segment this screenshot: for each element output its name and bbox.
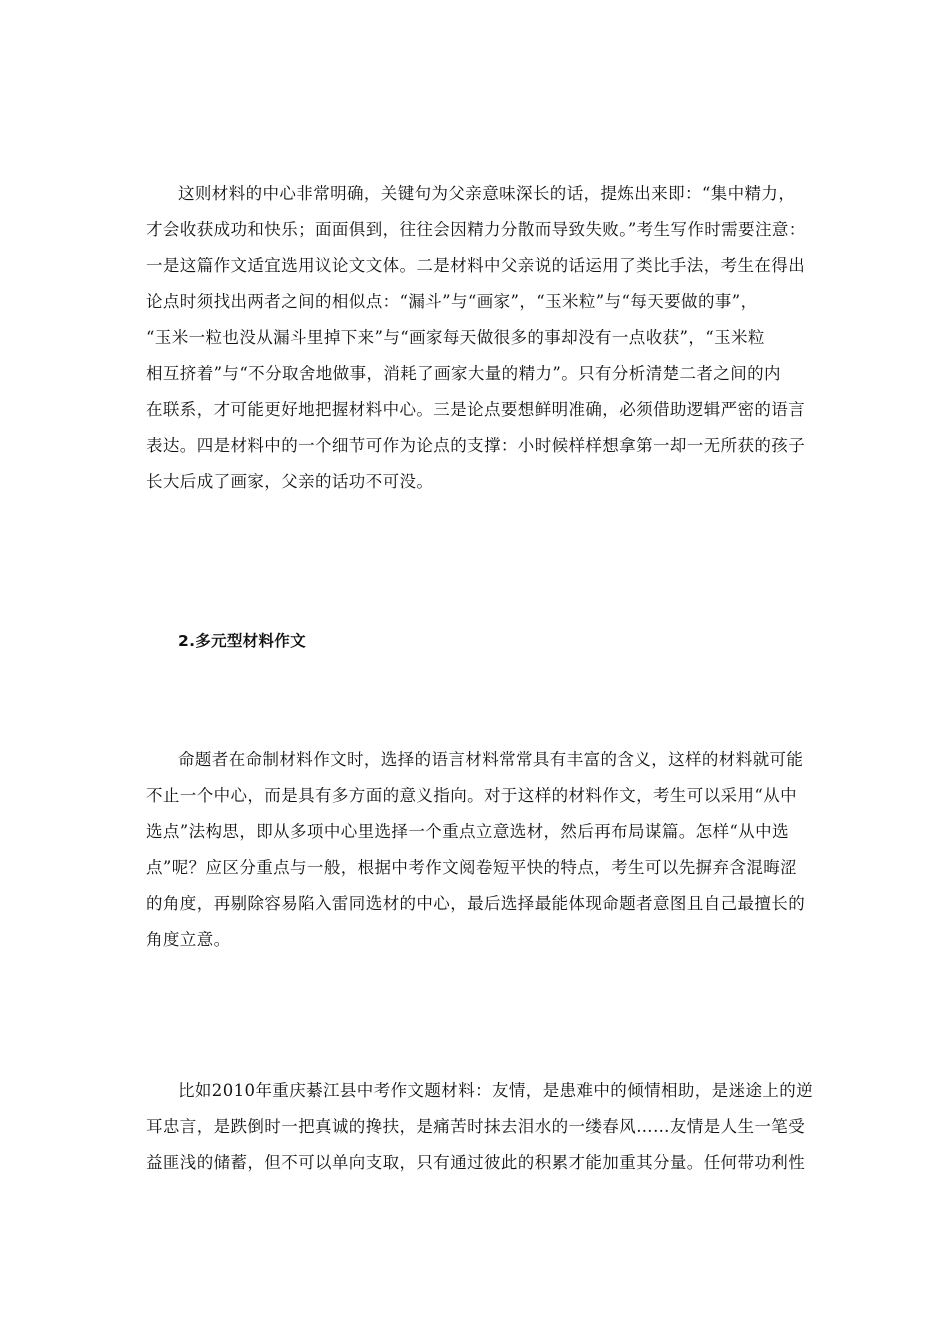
paragraph-line: 不止一个中心，而是具有多方面的意义指向。对于这样的材料作文，考生可以采用“从中 xyxy=(146,786,798,805)
paragraph-line: 角度立意。 xyxy=(146,930,231,949)
paragraph-line: 一是这篇作文适宜选用议论文文体。二是材料中父亲说的话运用了类比手法，考生在得出 xyxy=(146,256,806,275)
section-heading: 2.多元型材料作文 xyxy=(178,632,306,650)
paragraph-line: 选点”法构思，即从多项中心里选择一个重点立意选材，然后再布局谋篇。怎样“从中选 xyxy=(146,822,789,841)
paragraph-line: 在联系，才可能更好地把握材料中心。三是论点要想鲜明准确，必须借助逻辑严密的语言 xyxy=(146,400,806,419)
paragraph-material-analysis xyxy=(146,176,806,500)
paragraph-example-friendship xyxy=(146,1073,814,1181)
paragraph-line: 论点时须找出两者之间的相似点：“漏斗”与“画家”，“玉米粒”与“每天要做的事”， xyxy=(146,292,758,311)
paragraph-line: 点”呢？应区分重点与一般，根据中考作文阅卷短平快的特点，考生可以先摒弃含混晦涩 xyxy=(146,858,798,877)
paragraph-line: 比如2010年重庆綦江县中考作文题材料：友情，是患难中的倾情相助，是迷途上的逆 xyxy=(178,1081,814,1100)
paragraph-line: 这则材料的中心非常明确，关键句为父亲意味深长的话，提炼出来即：“集中精力， xyxy=(178,184,796,203)
paragraph-line: 表达。四是材料中的一个细节可作为论点的支撑：小时候样样想拿第一却一无所获的孩子 xyxy=(146,436,806,455)
paragraph-line: “玉米一粒也没从漏斗里掉下来”与“画家每天做很多的事却没有一点收获”，“玉米粒 xyxy=(146,328,765,347)
paragraph-line: 耳忠言，是跌倒时一把真诚的搀扶，是痛苦时抹去泪水的一缕春风……友情是人生一笔受 xyxy=(146,1117,806,1136)
paragraph-line: 相互挤着”与“不分取舍地做事，消耗了画家大量的精力”。只有分析清楚二者之间的内 xyxy=(146,364,781,383)
paragraph-line: 的角度，再剔除容易陷入雷同选材的中心，最后选择最能体现命题者意图且自己最擅长的 xyxy=(146,894,806,913)
paragraph-line: 才会收获成功和快乐；面面俱到，往往会因精力分散而导致失败。”考生写作时需要注意： xyxy=(146,220,806,239)
paragraph-line: 命题者在命制材料作文时，选择的语言材料常常具有丰富的含义，这样的材料就可能 xyxy=(178,750,804,769)
paragraph-multi-center-material xyxy=(146,742,806,958)
paragraph-line: 长大后成了画家，父亲的话功不可没。 xyxy=(146,472,434,491)
paragraph-line: 益匪浅的储蓄，但不可以单向支取，只有通过彼此的积累才能加重其分量。任何带功利性 xyxy=(146,1153,806,1172)
